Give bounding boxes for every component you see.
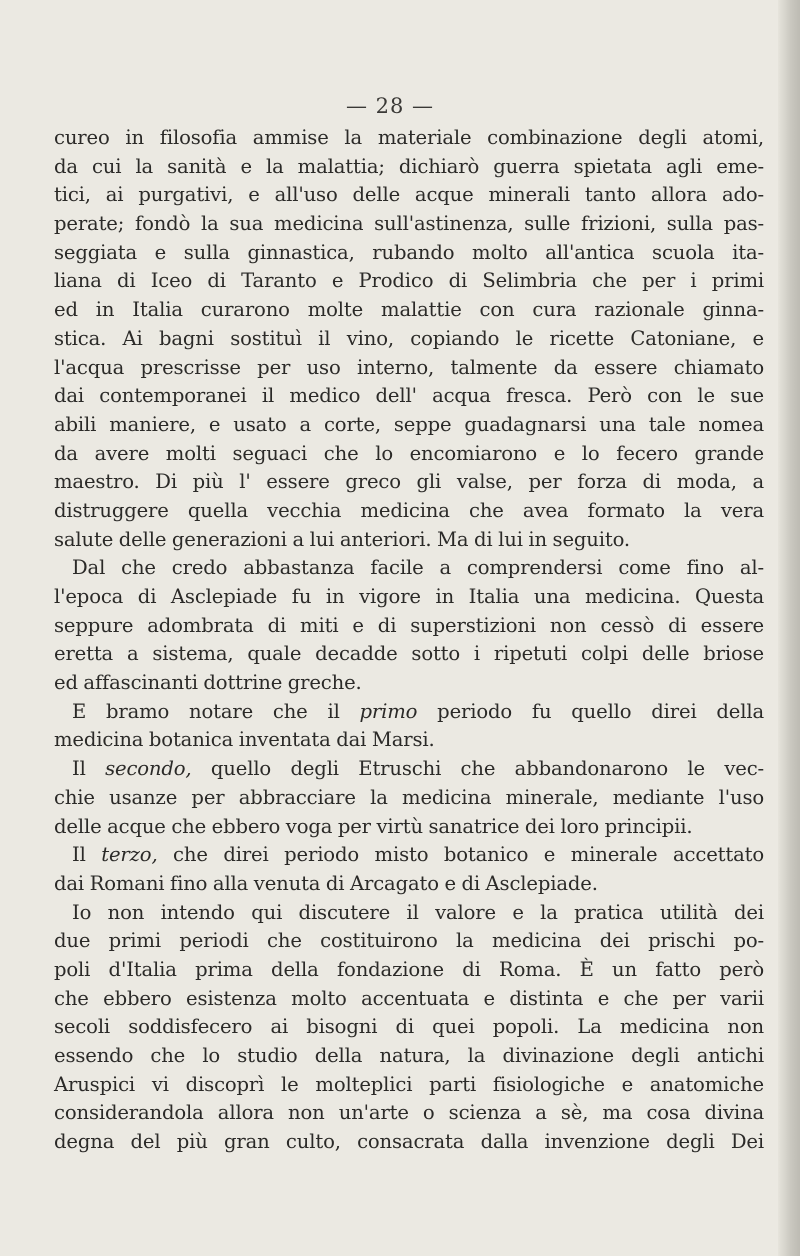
line-text: dai Romani fino alla venuta di Arcagato e di Asclepiade. [54, 871, 598, 895]
text-line [54, 813, 764, 842]
line-text: essendo che lo studio della natura, la divinazione degli antichi [54, 1044, 764, 1067]
line-text: salute delle generazioni a lui anteriori. Ma di lui in seguito. [54, 527, 630, 551]
text-line [54, 640, 764, 669]
text-line [54, 497, 764, 526]
line-text: seppure adombrata di miti e di superstizioni non cessò di essere [54, 613, 764, 637]
line-text-before: Il [72, 757, 106, 781]
text-line [54, 841, 764, 870]
text-line [54, 956, 764, 985]
text-line [54, 669, 764, 698]
emphasized-word: primo [359, 699, 418, 723]
line-text: liana di Iceo di Taranto e Prodico di Selimbria che per i primi [54, 269, 764, 293]
text-line [54, 239, 764, 268]
line-text: chie usanze per abbracciare la medicina minerale, mediante l'uso [54, 785, 764, 809]
text-line [54, 755, 764, 784]
line-text: Io non intendo qui discutere il valore e la pratica utilità dei [72, 900, 764, 924]
line-text: l'epoca di Asclepiade fu in vigore in Italia una medicina. Questa [54, 585, 764, 608]
page-edge-shadow [778, 0, 800, 1256]
line-text: Dal che credo abbastanza facile a comprendersi come fino al- [72, 556, 764, 580]
text-line [54, 440, 764, 469]
line-text: poli d'Italia prima della fondazione di Roma. È un fatto però [54, 957, 764, 981]
line-text: dai contemporanei il medico dell' acqua fresca. Però con le sue [54, 384, 764, 408]
text-line [54, 325, 764, 354]
text-line [54, 1099, 764, 1128]
text-line [54, 1128, 764, 1157]
line-text: abili maniere, e usato a corte, seppe guadagnarsi una tale nomea [54, 412, 764, 436]
line-text-after: periodo fu quello direi della [417, 699, 764, 723]
text-line [54, 382, 764, 411]
text-line [54, 153, 764, 182]
line-text: seggiata e sulla ginnastica, rubando molto all'antica scuola ita- [54, 240, 764, 264]
line-text: secoli soddisfecero ai bisogni di quei popoli. La medicina non [54, 1015, 764, 1039]
text-line [54, 985, 764, 1014]
text-line [54, 726, 764, 755]
page-number: — 28 — [345, 94, 435, 118]
text-line [54, 1071, 764, 1100]
text-line [54, 354, 764, 383]
line-text-after: che direi periodo misto botanico e minerale accettato [157, 843, 764, 867]
line-text: cureo in filosofia ammise la materiale combinazione degli atomi, [54, 126, 764, 149]
line-text: delle acque che ebbero voga per virtù sanatrice dei loro principii. [54, 814, 693, 838]
text-line [54, 870, 764, 899]
text-line [54, 124, 764, 153]
text-line [54, 612, 764, 641]
emphasized-word: terzo, [101, 843, 158, 867]
line-text-before: Il [72, 843, 102, 867]
text-line [54, 698, 764, 727]
line-text-after: quello degli Etruschi che abbandonarono le vec- [191, 757, 764, 781]
line-text-before: E bramo notare che il [72, 699, 360, 723]
line-text: tici, ai purgativi, e all'uso delle acque minerali tanto allora ado- [54, 183, 764, 207]
line-text: ed in Italia curarono molte malattie con cura razionale ginna- [54, 298, 764, 322]
text-line [54, 927, 764, 956]
text-line [54, 1042, 764, 1071]
line-text: l'acqua prescrisse per uso interno, talmente da essere chiamato [54, 355, 764, 379]
line-text: ed affascinanti dottrine greche. [54, 671, 362, 695]
line-text: considerandola allora non un'arte o scienza a sè, ma cosa divina [54, 1101, 764, 1125]
text-line [54, 554, 764, 583]
text-line [54, 411, 764, 440]
line-text: che ebbero esistenza molto accentuata e distinta e che per varii [54, 986, 764, 1010]
text-line [54, 1013, 764, 1042]
body-text [54, 124, 764, 1157]
line-text: da avere molti seguaci che lo encomiarono e lo fecero grande [54, 441, 764, 465]
text-line [54, 468, 764, 497]
line-text: da cui la sanità e la malattia; dichiarò guerra spietata agli eme- [54, 154, 764, 178]
text-line [54, 784, 764, 813]
line-text: medicina botanica inventata dai Marsi. [54, 728, 435, 752]
line-text: eretta a sistema, quale decadde sotto i ripetuti colpi delle briose [54, 642, 764, 666]
text-line [54, 583, 764, 612]
line-text: stica. Ai bagni sostituì il vino, copiando le ricette Catoniane, e [54, 326, 764, 350]
line-text: distruggere quella vecchia medicina che avea formato la vera [54, 498, 764, 522]
text-line [54, 899, 764, 928]
text-line [54, 210, 764, 239]
line-text: due primi periodi che costituirono la medicina dei prischi po- [54, 929, 764, 953]
line-text: degna del più gran culto, consacrata dalla invenzione degli Dei [54, 1130, 764, 1154]
text-line [54, 526, 764, 555]
line-text: Aruspici vi discoprì le molteplici parti fisiologiche e anatomiche [54, 1072, 764, 1096]
text-line [54, 296, 764, 325]
text-line [54, 181, 764, 210]
line-text: maestro. Di più l' essere greco gli valse, per forza di moda, a [54, 470, 764, 494]
line-text: perate; fondò la sua medicina sull'astinenza, sulle frizioni, sulla pas- [54, 212, 764, 236]
emphasized-word: secondo, [105, 757, 192, 781]
text-line [54, 267, 764, 296]
